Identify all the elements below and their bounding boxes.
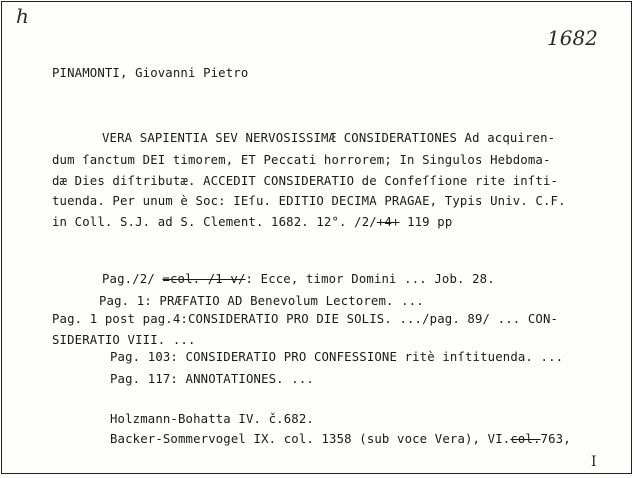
reference-2-struck: col. [510,432,541,446]
contents-line-1 [102,272,495,286]
reference-1: Holzmann-Bohatta IV. č.682. [110,412,314,426]
contents-line-5: Pag. 103: CONSIDERATIO PRO CONFESSIONE ritè inſtituenda. ... [110,350,564,364]
contents-line-2: Pag. 1: PRÆFATIO AD Benevolum Lectorem. ... [99,294,424,308]
title-line-4: tuenda. Per unum è Soc: IEſu. EDITIO DECIMA PRAGAE, Typis Univ. C.F. [52,194,566,208]
card-sequence-number: I [591,454,597,470]
title-line-3: dæ Dies diſtributæ. ACCEDIT CONSIDERATIO de Confeſſione rite inſti- [52,174,559,188]
contents-line-1-struck: =col. /1 v/ [162,272,246,286]
collation-struck: +4+ [376,215,400,229]
title-line-2: dum ſanctum DEI timorem, ET Peccati horrorem; In Singulos Hebdoma- [52,153,551,167]
contents-line-4: SIDERATIO VIII. ... [52,333,196,347]
imprint-text: in Coll. S.J. ad S. Clement. 1682. 12°. [52,215,347,229]
title-line-1: VERA SAPIENTIA SEV NERVOSISSIMÆ CONSIDERATIONES Ad acquiren- [102,131,556,145]
contents-line-3: Pag. 1 post pag.4:CONSIDERATIO PRO DIE SOLIS. .../pag. 89/ ... CON- [52,312,559,326]
author-heading: PINAMONTI, Giovanni Pietro [52,66,249,80]
collation-pages: 119 pp [407,215,453,229]
title-line-5 [52,215,452,229]
catalog-card [1,1,632,474]
reference-2-end: 763, [540,432,571,446]
contents-line-1-start: Pag./2/ [102,272,155,286]
reference-2 [110,432,571,446]
reference-2-start: Backer-Sommervogel IX. col. 1358 (sub voce Vera), VI. [110,432,511,446]
corner-handwritten-mark: h [16,4,29,28]
handwritten-year: 1682 [547,26,598,50]
contents-line-6: Pag. 117: ANNOTATIONES. ... [110,372,314,386]
contents-line-1-end: : Ecce, timor Domini ... Job. 28. [245,272,495,286]
collation-first: /2/ [354,215,377,229]
